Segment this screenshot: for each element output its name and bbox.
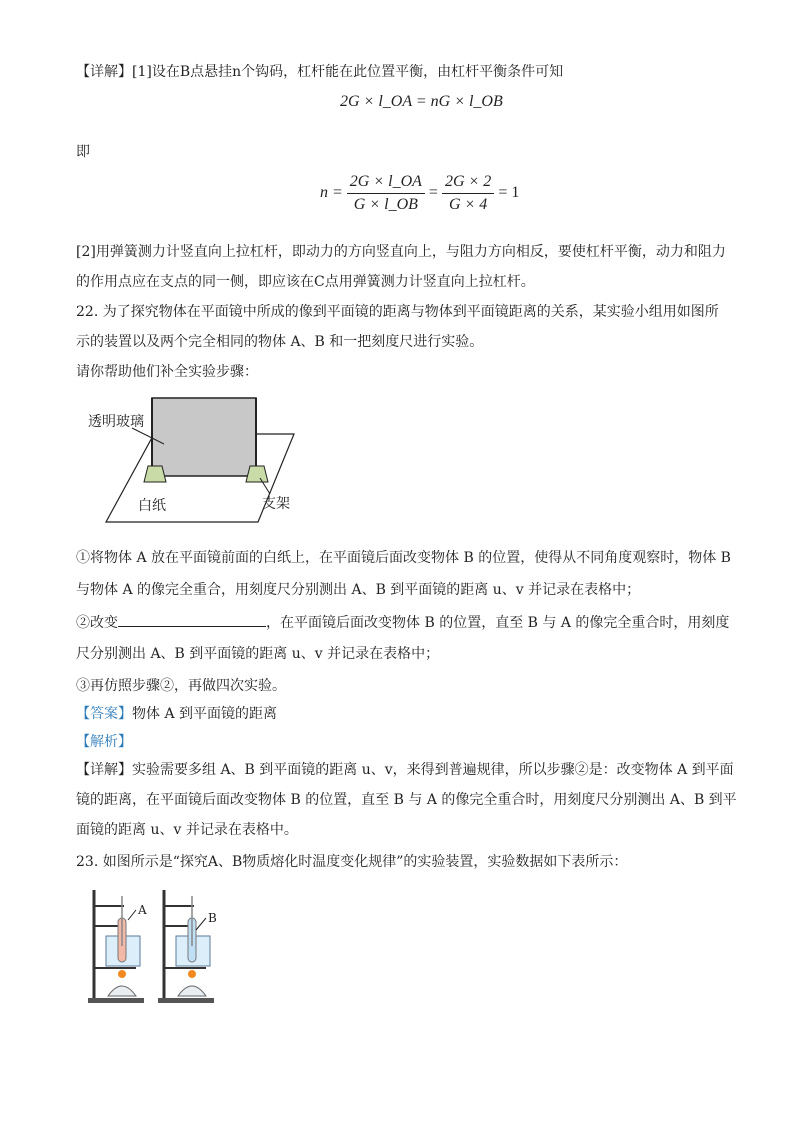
label-glass: 透明玻璃	[88, 414, 144, 430]
burner-b	[178, 986, 206, 996]
fraction-2-denominator: G × 4	[448, 195, 488, 213]
flame-a	[118, 970, 126, 978]
step1-line-1: ①将物体 A 放在平面镜前面的白纸上，在平面镜后面改变物体 B 的位置，使得从不同角度观察时，物体 B	[76, 550, 731, 566]
label-stand: 支架	[262, 496, 290, 512]
pointer-b	[196, 918, 206, 930]
flame-b	[188, 970, 196, 978]
q23-line-1: 23. 如图所示是“探究A、B物质熔化时温度变化规律”的实验装置，实验数据如下表所示：	[76, 854, 628, 870]
equation-text: 2G × l_OA = nG × l_OB	[340, 93, 503, 110]
step3-line: ③再仿照步骤②，再做四次实验。	[76, 678, 286, 694]
step2-line-1	[76, 612, 729, 633]
label-paper: 白纸	[138, 498, 166, 514]
label-b: B	[208, 911, 217, 925]
ji-text: 即	[76, 144, 90, 160]
left-stand	[144, 466, 166, 482]
base-a	[88, 998, 144, 1003]
right-stand	[246, 466, 268, 482]
melting-apparatus-figure	[84, 886, 244, 1006]
detail-text: [1]设在B点悬挂n个钩码，杠杆能在此位置平衡，由杠杆平衡条件可知	[132, 64, 564, 80]
apparatus-b	[158, 890, 214, 1003]
step2-line-2: 尺分别测出 A、B 到平面镜的距离 u、v 并记录在表格中；	[76, 646, 440, 662]
fraction-2-numerator: 2G × 2	[442, 173, 494, 194]
eq-result: = 1	[498, 184, 520, 201]
detail-tag: 【详解】	[76, 64, 132, 80]
glass-plate	[152, 398, 256, 476]
detail2-line-2: 的作用点应在支点的同一侧，即应该在C点用弹簧测力计竖直向上拉杠杆。	[76, 274, 535, 290]
q22-detail-line-2: 镜的距离，在平面镜后面改变物体 B 的位置，直至 B 与 A 的像完全重合时，用刻度尺分别测出 A、B 到平	[76, 792, 737, 808]
equation-balance	[340, 93, 503, 111]
pointer-a	[128, 910, 136, 920]
q22-detail-text: 实验需要多组 A、B 到平面镜的距离 u、v，来得到普遍规律，所以步骤②是：改变物体 A 到平面	[132, 762, 734, 778]
equals-sign: =	[428, 184, 438, 201]
answer-text: 物体 A 到平面镜的距离	[132, 706, 278, 722]
analysis-tag: 【解析】	[76, 734, 132, 750]
step1-line-2: 与物体 A 的像完全重合，用刻度尺分别测出 A、B 到平面镜的距离 u、v 并记录在表格中；	[76, 582, 641, 598]
answer-blank	[118, 612, 266, 627]
apparatus-a	[88, 890, 144, 1003]
fraction-1-denominator: G × l_OB	[353, 195, 418, 213]
q22-line-1: 22. 为了探究物体在平面镜中所成的像到平面镜的距离与物体到平面镜距离的关系，某实验小组用如图所	[76, 304, 719, 320]
q22-detail-line-3: 面镜的距离 u、v 并记录在表格中。	[76, 822, 298, 838]
fraction-2	[442, 173, 494, 214]
fraction-1	[347, 173, 425, 214]
step2-prefix: ②改变	[76, 615, 118, 631]
detail2-line-1: [2]用弹簧测力计竖直向上拉杠杆，即动力的方向竖直向上，与阻力方向相反，要使杠杆平衡，动力和阻力	[76, 244, 726, 260]
fraction-1-numerator: 2G × l_OA	[347, 173, 425, 194]
q22-line-3: 请你帮助他们补全实验步骤：	[76, 364, 258, 380]
detail-line-1	[76, 62, 563, 82]
eq-lhs: n =	[320, 184, 343, 201]
label-a: A	[138, 903, 147, 917]
q22-line-2: 示的装置以及两个完全相同的物体 A、B 和一把刻度尺进行实验。	[76, 334, 484, 350]
equation-solution	[320, 170, 519, 216]
base-b	[158, 998, 214, 1003]
answer-tag: 【答案】	[76, 706, 132, 722]
step2-suffix: ，在平面镜后面改变物体 B 的位置，直至 B 与 A 的像完全重合时，用刻度	[266, 615, 730, 631]
answer-line	[76, 704, 277, 724]
q22-detail-line-1	[76, 760, 734, 780]
burner-a	[108, 986, 136, 996]
q22-detail-tag: 【详解】	[76, 762, 132, 778]
